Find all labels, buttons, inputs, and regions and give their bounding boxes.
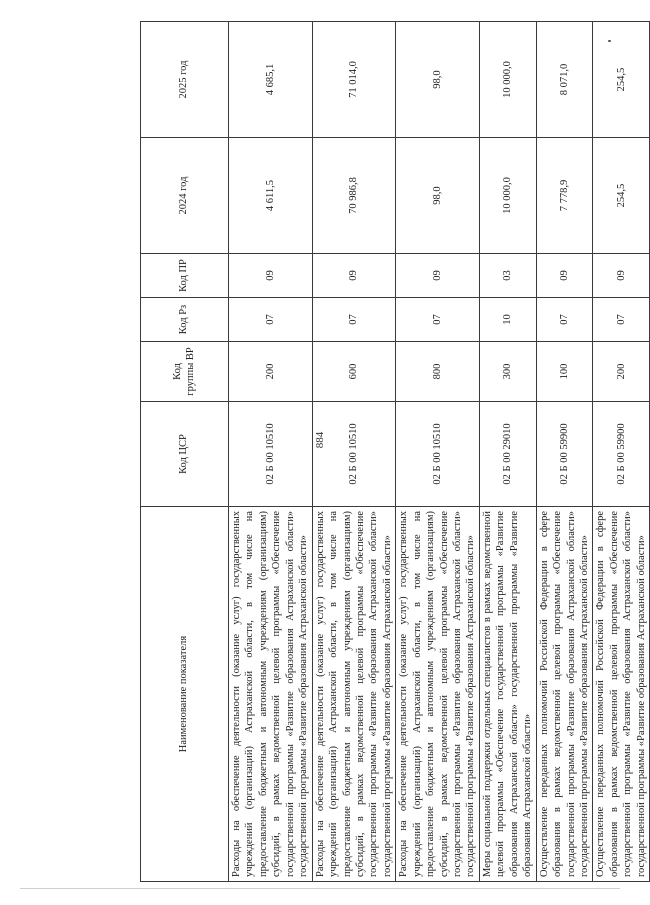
page-number: 884 bbox=[314, 431, 326, 449]
table-row bbox=[229, 22, 313, 882]
row-2025: 4 685,1 bbox=[229, 22, 313, 138]
row-name: Осуществление переданных полномочий Российской Федерации в сфере образования в рамках ведомственной целевой программы «Обеспечение государственной программы «Развитие образования Астраханской области» государственной программы «Развитие образования Астраханской области» bbox=[536, 507, 593, 882]
row-pr: 09 bbox=[396, 254, 480, 298]
header-vr: Код группы ВР bbox=[141, 342, 229, 402]
row-2025: 98,0 bbox=[396, 22, 480, 138]
table-container bbox=[140, 22, 647, 882]
row-vr: 100 bbox=[536, 342, 593, 402]
row-2024: 70 986,8 bbox=[312, 138, 396, 254]
row-pr: 09 bbox=[536, 254, 593, 298]
row-rz: 10 bbox=[479, 298, 536, 342]
header-rz: Код Рз bbox=[141, 298, 229, 342]
row-vr: 800 bbox=[396, 342, 480, 402]
row-name: Расходы на обеспечение деятельности (оказание услуг) государственных учреждений (организаций) Астраханской области, в том числе на предоставление бюджетным и автономным учреждениям (организациям) субсидий, в рамках ведомственной целевой программы «Обеспечение государственной программы «Развитие образования Астраханской области» государственной программы «Развитие образования Астраханской области» bbox=[229, 507, 313, 882]
row-csr: 02 Б 00 10510 bbox=[229, 402, 313, 507]
row-csr: 02 Б 00 59900 bbox=[593, 402, 650, 507]
header-csr: Код ЦСР bbox=[141, 402, 229, 507]
row-rz: 07 bbox=[536, 298, 593, 342]
row-2025: 8 071,0 bbox=[536, 22, 593, 138]
table-row bbox=[312, 22, 396, 882]
row-pr: 09 bbox=[312, 254, 396, 298]
row-name: Расходы на обеспечение деятельности (оказание услуг) государственных учреждений (организаций) Астраханской области, в том числе на предоставление бюджетным и автономным учреждениям (организациям) субсидий, в рамках ведомственной целевой программы «Обеспечение государственной программы «Развитие образования Астраханской области» государственной программы «Развитие образования Астраханской области» bbox=[312, 507, 396, 882]
scan-edge-line bbox=[20, 888, 620, 889]
row-rz: 07 bbox=[593, 298, 650, 342]
row-csr: 02 Б 00 59900 bbox=[536, 402, 593, 507]
row-csr: 02 Б 00 29010 bbox=[479, 402, 536, 507]
row-vr: 200 bbox=[229, 342, 313, 402]
row-rz: 07 bbox=[312, 298, 396, 342]
header-2025: 2025 год bbox=[141, 22, 229, 138]
row-rz: 07 bbox=[229, 298, 313, 342]
scan-speck bbox=[608, 40, 611, 42]
table-row bbox=[396, 22, 480, 882]
header-2024: 2024 год bbox=[141, 138, 229, 254]
row-2024: 4 611,5 bbox=[229, 138, 313, 254]
row-name: Меры социальной поддержки отдельных специалистов в рамках ведомственной целевой программы «Обеспечение государственной программы «Развитие образования Астраханской области» государственной программы «Развитие образования Астраханской области» bbox=[479, 507, 536, 882]
table-row bbox=[593, 22, 650, 882]
table-header-row bbox=[141, 22, 229, 882]
row-name: Расходы на обеспечение деятельности (оказание услуг) государственных учреждений (организаций) Астраханской области, в том числе на предоставление бюджетным и автономным учреждениям (организациям) субсидий, в рамках ведомственной целевой программы «Обеспечение государственной программы «Развитие образования Астраханской области» государственной программы «Развитие образования Астраханской области» bbox=[396, 507, 480, 882]
table-row bbox=[536, 22, 593, 882]
row-2025: 254,5 bbox=[593, 22, 650, 138]
row-2024: 98,0 bbox=[396, 138, 480, 254]
row-vr: 200 bbox=[593, 342, 650, 402]
row-2024: 7 778,9 bbox=[536, 138, 593, 254]
row-2025: 10 000,0 bbox=[479, 22, 536, 138]
row-vr: 600 bbox=[312, 342, 396, 402]
header-name: Наименование показателя bbox=[141, 507, 229, 882]
row-pr: 09 bbox=[229, 254, 313, 298]
budget-table bbox=[140, 21, 650, 882]
row-pr: 03 bbox=[479, 254, 536, 298]
header-pr: Код ПР bbox=[141, 254, 229, 298]
row-csr: 02 Б 00 10510 bbox=[312, 402, 396, 507]
row-rz: 07 bbox=[396, 298, 480, 342]
row-pr: 09 bbox=[593, 254, 650, 298]
row-2024: 254,5 bbox=[593, 138, 650, 254]
row-csr: 02 Б 00 10510 bbox=[396, 402, 480, 507]
rotated-table-region bbox=[140, 22, 647, 882]
row-2024: 10 000,0 bbox=[479, 138, 536, 254]
row-name: Осуществление переданных полномочий Российской Федерации в сфере образования в рамках ведомственной целевой программы «Обеспечение государственной программы «Развитие образования Астраханской области» государственной программы «Развитие образования Астраханской области» bbox=[593, 507, 650, 882]
table-row bbox=[479, 22, 536, 882]
row-2025: 71 014,0 bbox=[312, 22, 396, 138]
row-vr: 300 bbox=[479, 342, 536, 402]
